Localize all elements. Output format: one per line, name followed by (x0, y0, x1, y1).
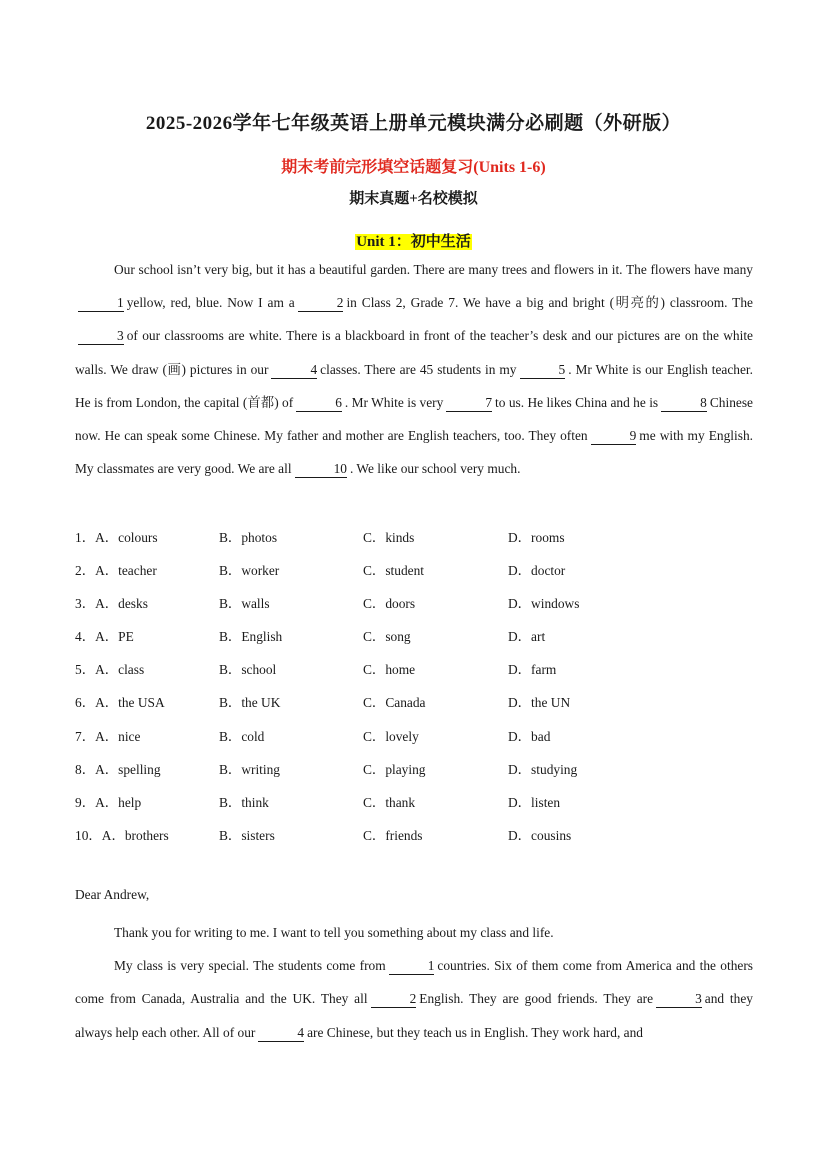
passage-text: of our classrooms are white. There is a blackboard in front of the teacher’s desk and our pictures are on the white walls. We draw (画) pictures in our (75, 328, 753, 377)
cloze-passage-1 (75, 253, 753, 485)
blank-3: 3 (656, 991, 702, 1008)
passage-text: . Mr White is very (344, 394, 444, 410)
passage-text: in Class 2, Grade 7. We have a big and bright (明亮的) classroom. The (346, 295, 754, 311)
blank-7: 7 (446, 395, 492, 412)
option-b: B．school (219, 662, 277, 677)
question-row (75, 659, 753, 692)
blank-4: 4 (271, 362, 317, 379)
passage-text: . Mr White is our English teacher. He is from London, the capital (首都) of (75, 361, 754, 410)
question-row (75, 692, 753, 725)
letter-paragraph (75, 949, 753, 1049)
blank-9: 9 (591, 428, 637, 445)
passage-text: classes. There are 45 students in my (320, 361, 517, 377)
page-title: 2025-2026学年七年级英语上册单元模块满分必刷题（外研版） (145, 113, 682, 134)
section-subtitle: 期末考前完形填空话题复习(Units 1-6) (281, 159, 546, 176)
blank-10: 10 (295, 461, 347, 478)
option-a: 3．A．desks (75, 596, 148, 611)
blank-3: 3 (78, 328, 124, 345)
passage-text: countries. Six of them come from America and the others come from Canada, Australia and the UK. They all (75, 958, 753, 1007)
option-a: 7．A．nice (75, 729, 141, 744)
passage-text: to us. He likes China and he is (495, 394, 659, 410)
unit-heading (0, 230, 827, 251)
option-d: D．windows (508, 596, 580, 611)
option-b: B．English (219, 629, 283, 644)
option-b: B．worker (219, 563, 280, 578)
question-row (75, 825, 753, 858)
option-c: C．Canada (363, 695, 426, 710)
option-d: D．listen (508, 795, 561, 810)
option-d: D．rooms (508, 530, 565, 545)
option-a: 9．A．help (75, 795, 142, 810)
section-note: 期末真题+名校模拟 (349, 191, 478, 207)
passage-text: English. They are good friends. They are (419, 991, 654, 1007)
option-c: C．thank (363, 795, 416, 810)
option-c: C．song (363, 629, 411, 644)
option-d: D．bad (508, 729, 551, 744)
passage-text: Chinese now. He can speak some Chinese. My father and mother are English teachers, too. They often (75, 394, 753, 444)
passage-text: and they always help each other. All of our (75, 991, 753, 1040)
option-c: C．playing (363, 762, 426, 777)
option-d: D．the UN (508, 695, 571, 710)
question-row (75, 527, 753, 560)
option-d: D．farm (508, 662, 557, 677)
passage-text: me with my English. My classmates are very good. We are all (75, 428, 753, 477)
option-c: C．student (363, 563, 425, 578)
passage-text: . We like our school very much. (349, 461, 521, 477)
option-d: D．studying (508, 762, 578, 777)
option-a: 2．A．teacher (75, 563, 157, 578)
question-row (75, 626, 753, 659)
question-row (75, 560, 753, 593)
blank-8: 8 (661, 395, 707, 412)
blank-1: 1 (389, 958, 435, 975)
blank-4: 4 (258, 1025, 304, 1042)
option-d: D．art (508, 629, 546, 644)
question-row (75, 759, 753, 792)
blank-2: 2 (371, 991, 417, 1008)
option-b: B．photos (219, 530, 278, 545)
option-a: 8．A．spelling (75, 762, 161, 777)
option-c: C．lovely (363, 729, 419, 744)
letter-paragraph: Thank you for writing to me. I want to tell you something about my class and life. (114, 925, 554, 940)
option-a: 4．A．PE (75, 629, 134, 644)
option-c: C．kinds (363, 530, 415, 545)
option-a: 1．A．colours (75, 530, 158, 545)
question-row (75, 726, 753, 759)
blank-1: 1 (78, 295, 124, 312)
option-c: C．doors (363, 596, 416, 611)
option-b: B．cold (219, 729, 265, 744)
blank-2: 2 (298, 295, 344, 312)
option-b: B．walls (219, 596, 270, 611)
option-b: B．sisters (219, 828, 275, 843)
option-b: B．the UK (219, 695, 281, 710)
question-row (75, 593, 753, 626)
passage-text: yellow, red, blue. Now I am a (126, 295, 295, 311)
option-b: B．think (219, 795, 269, 810)
question-row (75, 792, 753, 825)
unit-label: Unit 1：初中生活 (356, 234, 471, 250)
letter-greeting: Dear Andrew, (75, 887, 150, 902)
option-d: D．doctor (508, 563, 566, 578)
option-d: D．cousins (508, 828, 572, 843)
blank-5: 5 (520, 362, 566, 379)
blank-6: 6 (296, 395, 342, 412)
cloze-passage-2 (75, 916, 753, 1049)
option-a: 6．A．the USA (75, 695, 165, 710)
option-b: B．writing (219, 762, 281, 777)
option-a: 10．A．brothers (75, 828, 169, 843)
passage-text: My class is very special. The students come from (114, 958, 386, 974)
option-a: 5．A．class (75, 662, 145, 677)
option-c: C．home (363, 662, 416, 677)
passage-text: Our school isn’t very big, but it has a beautiful garden. There are many trees and flowers in it. The flowers have many (114, 262, 753, 277)
option-c: C．friends (363, 828, 423, 843)
passage-text: are Chinese, but they teach us in English. They work hard, and (307, 1024, 643, 1040)
